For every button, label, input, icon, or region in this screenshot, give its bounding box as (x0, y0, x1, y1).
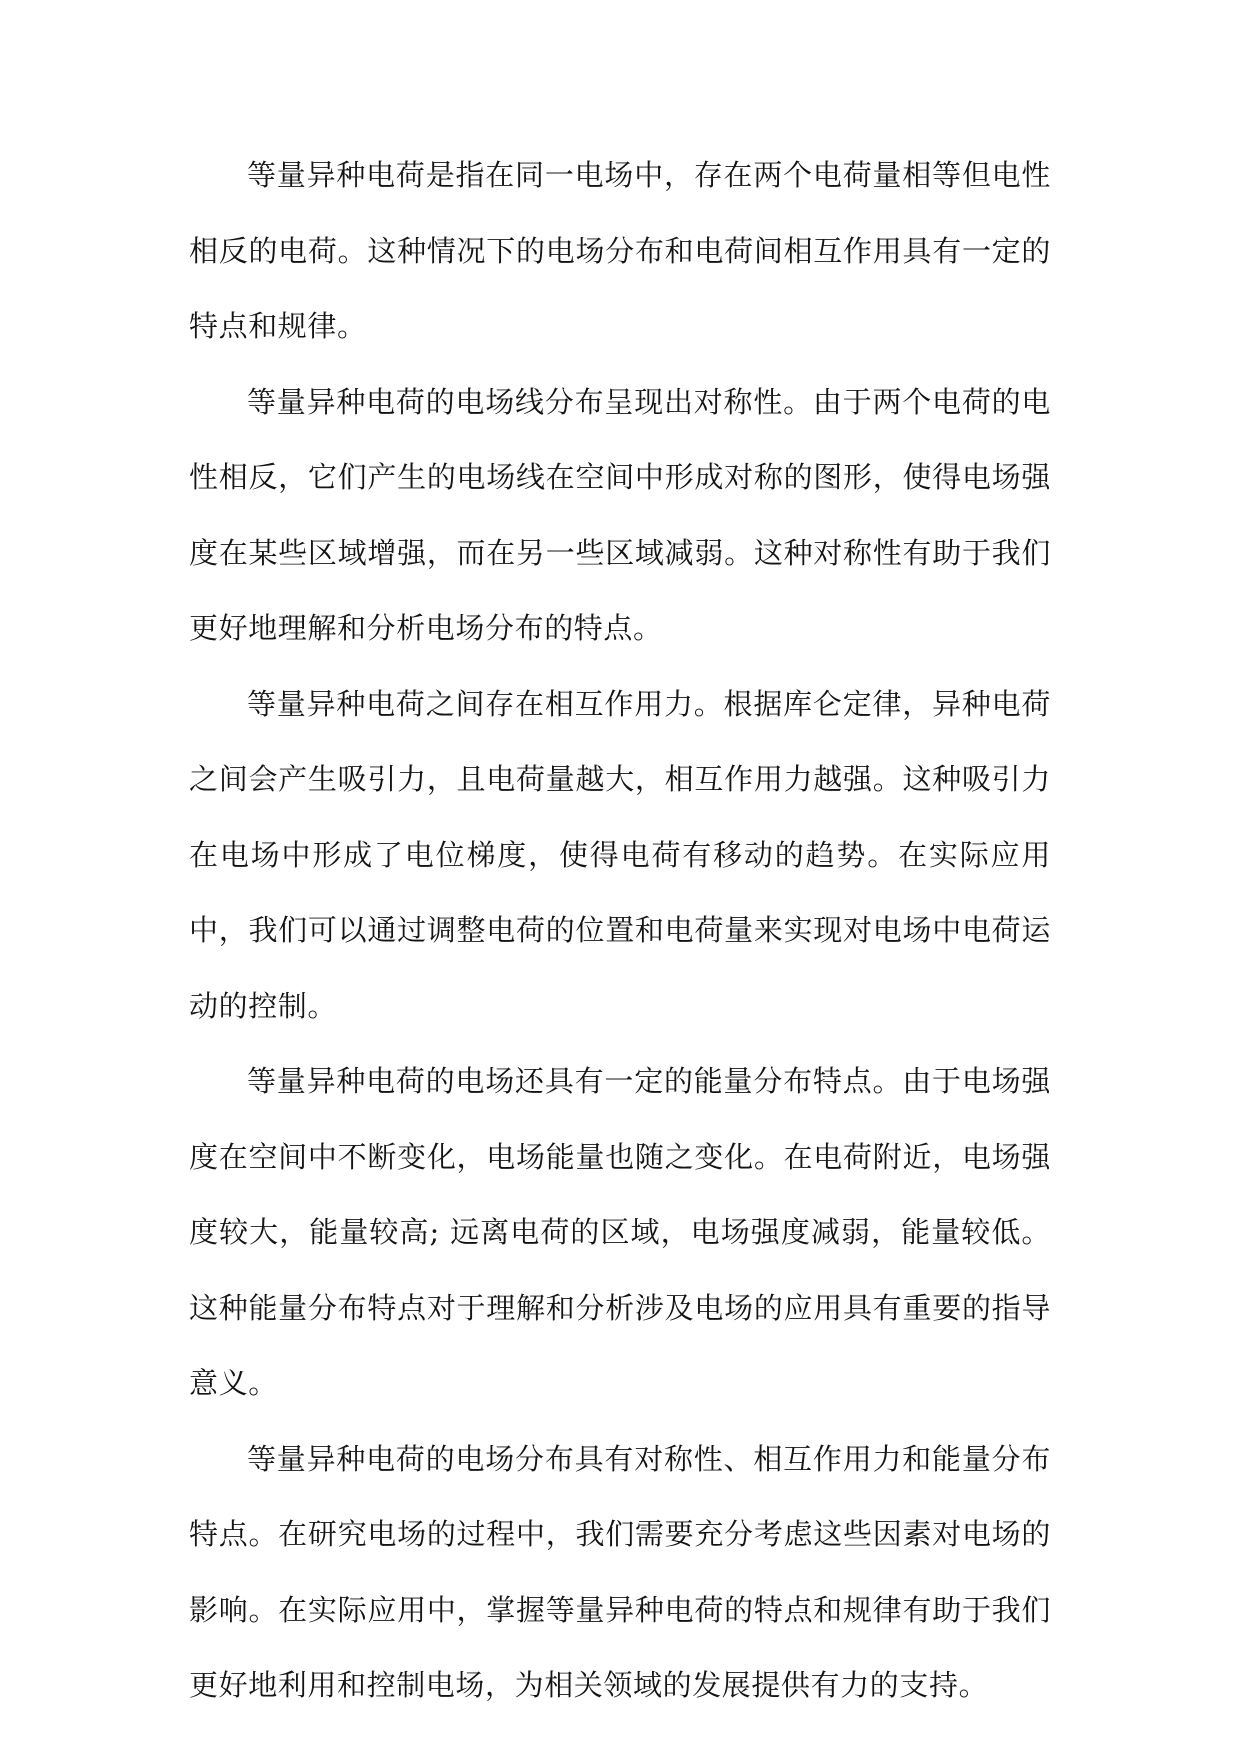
paragraph-5: 等量异种电荷的电场分布具有对称性、相互作用力和能量分布特点。在研究电场的过程中，我们需要充分考虑这些因素对电场的影响。在实际应用中，掌握等量异种电荷的特点和规律有助于我们更好地利用和控制电场，为相关领域的发展提供有力的支持。 (189, 1441, 1051, 1702)
paragraph-4: 等量异种电荷的电场还具有一定的能量分布特点。由于电场强度在空间中不断变化，电场能量也随之变化。在电荷附近，电场强度较大，能量较高; 远离电荷的区域，电场强度减弱，能量较低。这种能量分布特点对于理解和分析涉及电场的应用具有重要的指导意义。 (189, 1064, 1051, 1400)
paragraph-2: 等量异种电荷的电场线分布呈现出对称性。由于两个电荷的电性相反，它们产生的电场线在空间中形成对称的图形，使得电场强度在某些区域增强，而在另一些区域减弱。这种对称性有助于我们更好地理解和分析电场分布的特点。 (189, 384, 1051, 645)
paragraph-1: 等量异种电荷是指在同一电场中，存在两个电荷量相等但电性相反的电荷。这种情况下的电场分布和电荷间相互作用具有一定的特点和规律。 (189, 158, 1051, 343)
paragraph-3: 等量异种电荷之间存在相互作用力。根据库仑定律，异种电荷之间会产生吸引力，且电荷量越大，相互作用力越强。这种吸引力在电场中形成了电位梯度，使得电荷有移动的趋势。在实际应用中，我们可以通过调整电荷的位置和电荷量来实现对电场中电荷运动的控制。 (189, 686, 1051, 1023)
document-body (189, 138, 1051, 1724)
